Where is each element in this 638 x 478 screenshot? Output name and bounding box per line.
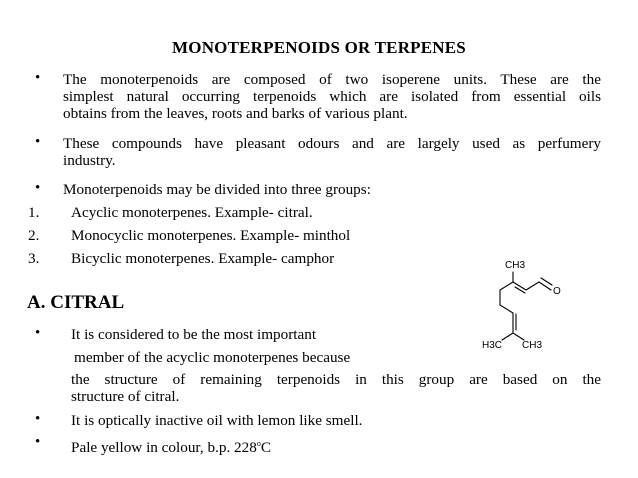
citral-bullet-1-line-4: structure of citral. <box>71 388 180 405</box>
citral-bullet-1-line-2: member of the acyclic monoterpenes because <box>74 349 351 366</box>
label-oxygen: O <box>553 286 561 297</box>
bond <box>513 282 526 290</box>
bond <box>502 333 513 340</box>
bullet-icon: • <box>35 434 41 450</box>
group-1-text: Acyclic monoterpenes. Example- citral. <box>71 204 313 221</box>
citral-bullet-1-line-1: It is considered to be the most important <box>71 326 317 343</box>
intro-bullet-1-line-3: obtains from the leaves, roots and barks of various plant. <box>63 105 408 122</box>
label-ch3-bottom: CH3 <box>522 340 543 351</box>
citral-bullet-1-line-3: the structure of remaining terpenoids in this group are based on the <box>71 371 601 388</box>
group-3-number: 3. <box>28 250 40 267</box>
citral-structure-diagram <box>462 252 582 354</box>
group-1-number: 1. <box>28 204 40 221</box>
section-heading: A. CITRAL <box>27 292 125 313</box>
intro-bullet-2-line-2: industry. <box>63 152 116 169</box>
bullet-icon: • <box>35 180 41 196</box>
bullet-icon: • <box>35 325 41 341</box>
intro-bullet-3-line-1: Monoterpenoids may be divided into three groups: <box>63 181 371 198</box>
intro-bullet-1-line-2: simplest natural occurring terpenoids which are isolated from essential oils <box>63 88 601 105</box>
group-2-number: 2. <box>28 227 40 244</box>
bond <box>526 282 539 290</box>
boiling-point-text: Pale yellow in colour, b.p. 228 <box>71 439 257 456</box>
page-title: MONOTERPENOIDS OR TERPENES <box>172 38 466 57</box>
bond <box>513 333 524 340</box>
bullet-icon: • <box>35 70 41 86</box>
citral-bullet-3 <box>71 435 271 456</box>
label-h3c: H3C <box>482 340 503 351</box>
intro-bullet-1-line-1: The monoterpenoids are composed of two isoperene units. These are the <box>63 71 601 88</box>
bullet-icon: • <box>35 134 41 150</box>
group-2-text: Monocyclic monoterpenes. Example- minthol <box>71 227 351 244</box>
temperature-unit: C <box>260 439 271 456</box>
label-ch3-top: CH3 <box>505 260 526 271</box>
intro-bullet-2-line-1: These compounds have pleasant odours and are largely used as perfumery <box>63 135 601 152</box>
bond <box>500 282 513 290</box>
degree-symbol: o <box>256 439 261 448</box>
bond <box>500 305 513 313</box>
citral-bullet-2: It is optically inactive oil with lemon like smell. <box>71 412 363 429</box>
group-3-text: Bicyclic monoterpenes. Example- camphor <box>71 250 335 267</box>
bullet-icon: • <box>35 411 41 427</box>
